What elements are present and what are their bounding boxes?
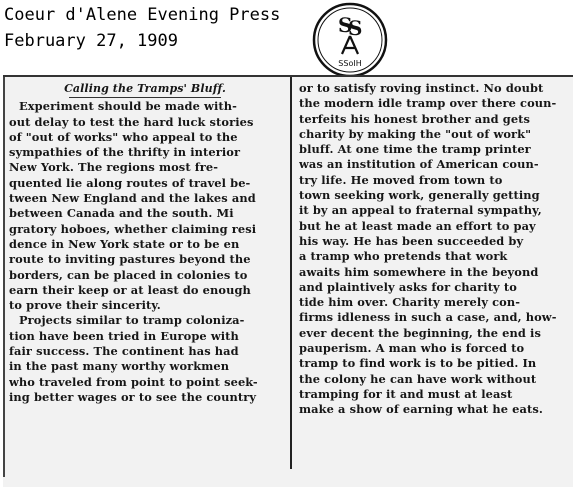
text-line: earn their keep or at least do enough — [9, 282, 251, 297]
text-line: a tramp who pretends that work — [299, 249, 508, 264]
article-headline: Calling the Tramps' Bluff. — [64, 82, 226, 95]
text-line: charity by making the "out of work" — [299, 126, 532, 141]
text-line: gratory hoboes, whether claiming resi — [9, 221, 257, 236]
text-line: who traveled from point to point seek- — [9, 374, 258, 389]
article-column-right — [299, 81, 569, 418]
text-line: or to satisfy roving instinct. No doubt — [299, 81, 544, 95]
text-line: pauperism. A man who is forced to — [299, 341, 525, 356]
text-line: out delay to test the hard luck stories — [9, 114, 254, 129]
text-line: town seeking work, generally getting — [299, 188, 540, 203]
newspaper-clipping — [3, 75, 573, 487]
text-line: tide him over. Charity merely con- — [299, 295, 521, 310]
text-line: firms idleness in such a case, and, how- — [299, 310, 557, 325]
column-divider — [290, 77, 292, 469]
text-line: was an institution of American coun- — [299, 157, 539, 172]
text-line: terfeits his honest brother and gets — [299, 111, 531, 126]
text-line: quented lie along routes of travel be- — [9, 175, 251, 190]
headline-rule — [69, 97, 221, 98]
text-line: route to inviting pastures beyond the — [9, 252, 251, 267]
clipping-edge — [3, 77, 5, 477]
text-line: the colony he can have work without — [299, 371, 537, 386]
text-line: borders, can be placed in colonies to — [9, 267, 248, 282]
text-line: tramp to find work is to be pitied. In — [299, 356, 537, 371]
text-line: between Canada and the south. Mi — [9, 206, 234, 221]
text-line: bluff. At one time the tramp printer — [299, 142, 531, 157]
svg-text:S: S — [348, 16, 363, 40]
text-line: Projects similar to tramp coloniza- — [19, 313, 245, 328]
text-line: tramping for it and must at least — [299, 386, 513, 401]
text-line: sympathies of the thrifty in interior — [9, 145, 241, 160]
svg-text:S: S — [338, 13, 353, 37]
text-line: New York. The regions most fre- — [9, 160, 219, 175]
text-line: ing better wages or to see the country — [9, 389, 257, 404]
text-line: his way. He has been succeeded by — [299, 233, 524, 248]
right-column-text — [299, 81, 569, 418]
text-line: dence in New York state or to be en — [9, 236, 240, 251]
text-line: but he at least made an effort to pay — [299, 218, 536, 233]
text-line: Experiment should be made with- — [19, 99, 237, 114]
newspaper-title: Coeur d'Alene Evening Press — [4, 5, 281, 25]
text-line: make a show of earning what he eats. — [299, 402, 543, 417]
text-line: try life. He moved from town to — [299, 172, 503, 187]
text-line: and plaintively asks for charity to — [299, 279, 517, 294]
text-line: awaits him somewhere in the beyond — [299, 264, 539, 279]
text-line: to prove their sincerity. — [9, 298, 161, 313]
text-line: of "out of works" who appeal to the — [9, 129, 238, 144]
masthead — [4, 2, 280, 54]
seal-text: SSoIH — [338, 59, 362, 68]
text-line: tween New England and the lakes and — [9, 191, 256, 206]
seal-logo-icon — [312, 2, 388, 78]
publication-date: February 27, 1909 — [4, 31, 178, 51]
left-column-text — [9, 99, 281, 405]
text-line: tion have been tried in Europe with — [9, 328, 239, 343]
text-line: in the past many worthy workmen — [9, 359, 230, 374]
text-line: fair success. The continent has had — [9, 344, 239, 359]
text-line: the modern idle tramp over there coun- — [299, 96, 557, 111]
text-line: it by an appeal to fraternal sympathy, — [299, 203, 542, 218]
text-line: ever decent the beginning, the end is — [299, 325, 541, 340]
article-column-left — [9, 81, 281, 405]
